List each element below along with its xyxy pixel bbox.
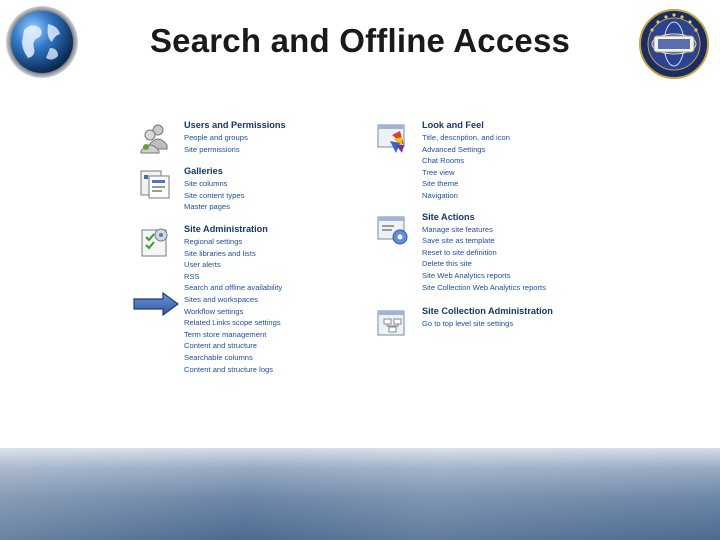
settings-link[interactable]: Chat Rooms bbox=[422, 156, 465, 166]
settings-link[interactable]: Tree view bbox=[422, 167, 455, 177]
footer-band bbox=[0, 448, 720, 540]
settings-link[interactable]: Site columns bbox=[184, 179, 228, 189]
gallery-icon bbox=[138, 167, 172, 201]
settings-group bbox=[374, 211, 594, 294]
settings-link[interactable]: Searchable columns bbox=[184, 352, 253, 362]
settings-link[interactable]: Navigation bbox=[422, 190, 458, 200]
settings-link[interactable]: RSS bbox=[184, 271, 200, 281]
settings-link[interactable]: Sites and workspaces bbox=[184, 294, 258, 304]
settings-left-column bbox=[136, 119, 346, 375]
settings-group bbox=[374, 305, 594, 330]
settings-link[interactable]: Site theme bbox=[422, 179, 459, 189]
settings-link[interactable]: Site permissions bbox=[184, 144, 240, 154]
settings-link[interactable]: Site Collection Web Analytics reports bbox=[422, 282, 546, 292]
settings-link[interactable]: Content and structure logs bbox=[184, 364, 274, 374]
settings-link[interactable]: Search and offline availability bbox=[184, 283, 283, 293]
settings-link[interactable]: Title, description, and icon bbox=[422, 133, 510, 142]
settings-group bbox=[136, 119, 346, 155]
settings-link[interactable]: Term store management bbox=[184, 329, 267, 339]
settings-link[interactable]: Go to top level site settings bbox=[422, 319, 514, 329]
group-title: Site Administration bbox=[184, 223, 268, 234]
settings-link[interactable]: Related Links scope settings bbox=[184, 318, 281, 328]
settings-group bbox=[374, 119, 594, 202]
settings-link[interactable]: Advanced Settings bbox=[422, 144, 486, 154]
settings-link[interactable]: Workflow settings bbox=[184, 306, 244, 316]
settings-link[interactable]: User alerts bbox=[184, 260, 221, 270]
seal-logo-icon bbox=[638, 8, 710, 80]
look-feel-icon bbox=[376, 121, 410, 155]
group-title: Site Collection Administration bbox=[422, 306, 553, 317]
group-title: Look and Feel bbox=[422, 120, 484, 130]
settings-group bbox=[136, 165, 346, 213]
settings-link[interactable]: Reset to site definition bbox=[422, 247, 497, 257]
settings-link[interactable]: Delete this site bbox=[422, 259, 472, 269]
settings-link[interactable]: Master pages bbox=[184, 202, 231, 212]
settings-link[interactable]: Site libraries and lists bbox=[184, 248, 256, 258]
site-collection-icon bbox=[376, 307, 410, 341]
site-admin-icon bbox=[138, 225, 172, 259]
settings-link[interactable]: Save site as template bbox=[422, 236, 495, 246]
site-actions-icon bbox=[376, 213, 410, 247]
settings-right-column bbox=[374, 119, 594, 330]
slide-title: Search and Offline Access bbox=[149, 22, 571, 59]
group-title: Site Actions bbox=[422, 211, 475, 222]
group-title: Users and Permissions bbox=[184, 120, 286, 130]
users-icon bbox=[138, 121, 172, 155]
settings-link[interactable]: Content and structure bbox=[184, 341, 258, 351]
arrow-right-icon bbox=[133, 292, 179, 316]
settings-link[interactable]: Site content types bbox=[184, 190, 245, 200]
settings-link[interactable]: Manage site features bbox=[422, 224, 493, 234]
settings-link[interactable]: Site Web Analytics reports bbox=[422, 270, 511, 280]
settings-link[interactable]: People and groups bbox=[184, 133, 248, 142]
settings-link[interactable]: Regional settings bbox=[184, 236, 243, 246]
group-title: Galleries bbox=[184, 166, 223, 177]
